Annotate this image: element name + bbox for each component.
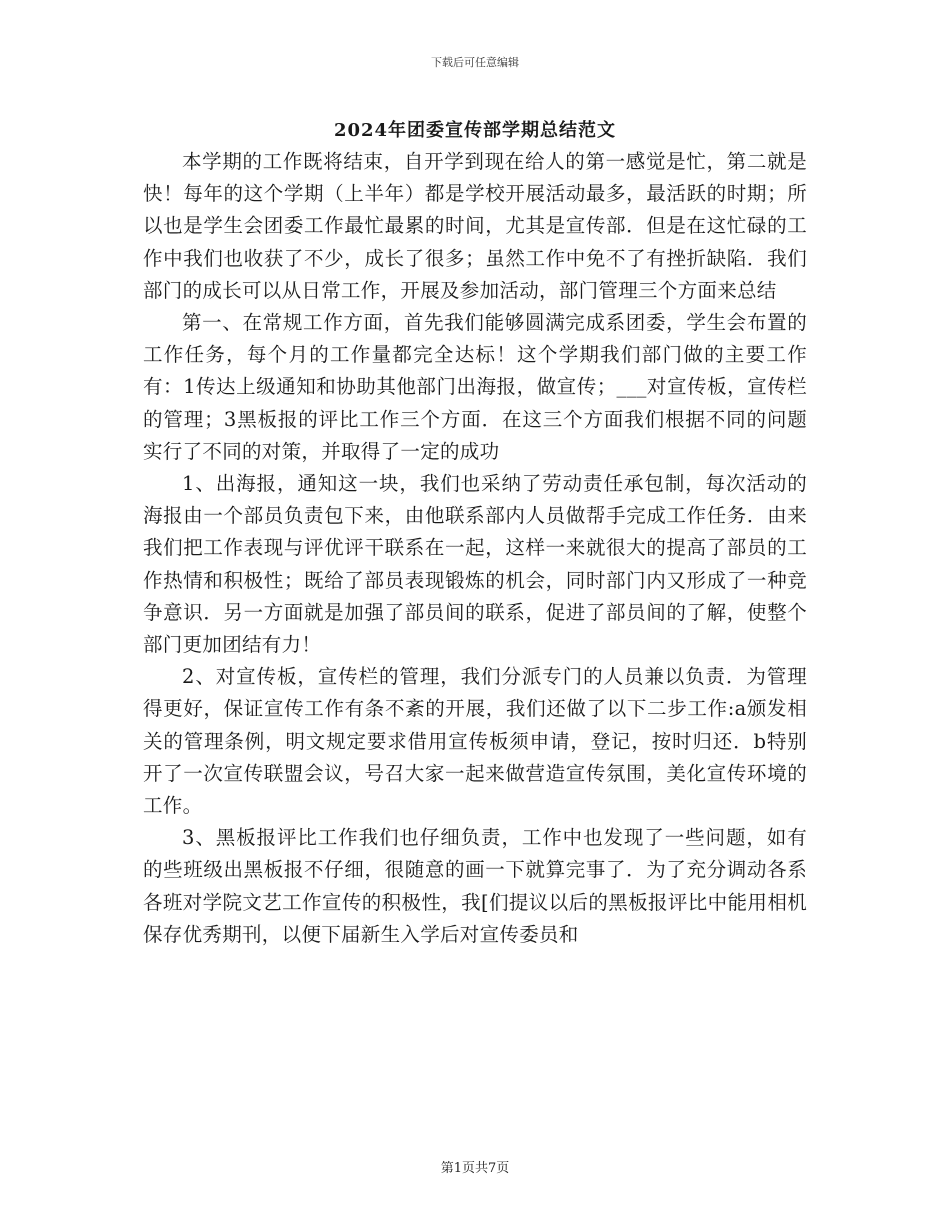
document-title: 2024年团委宣传部学期总结范文	[333, 120, 617, 141]
paragraph-boards: 2、对宣传板，宣传栏的管理，我们分派专门的人员兼以负责．为管理得更好，保证宣传工作有条不紊的开展，我们还做了以下二步工作:a颁发相关的管理条例，明文规定要求借用宣传板须申请，登记，按时归还．b特别开了一次宣传联盟会议，号召大家一起来做营造宣传氛围，美化宣传环境的工作。	[143, 665, 807, 818]
paragraph-intro: 本学期的工作既将结束，自开学到现在给人的第一感觉是忙，第二就是快！每年的这个学期（上半年）都是学校开展活动最多，最活跃的时期；所以也是学生会团委工作最忙最累的时间，尤其是宣传部．但是在这忙碌的工作中我们也收获了不少，成长了很多；虽然工作中免不了有挫折缺陷．我们部门的成长可以从日常工作，开展及参加活动，部门管理三个方面来总结	[143, 150, 807, 302]
page-number: 第1页共7页	[440, 1161, 510, 1176]
paragraph-posters: 1、出海报，通知这一块，我们也采纳了劳动责任承包制，每次活动的海报由一个部员负责包下来，由他联系部内人员做帮手完成工作任务．由来我们把工作表现与评优评干联系在一起，这样一来就很大的提高了部员的工作热情和积极性；既给了部员表现锻炼的机会，同时部门内又形成了一种竞争意识．另一方面就是加强了部员间的联系，促进了部员间的了解，使整个部门更加团结有力！	[143, 472, 807, 657]
document-body	[143, 146, 807, 951]
page-header-note: 下载后可任意编辑	[431, 56, 519, 69]
paragraph-routine-work: 第一、在常规工作方面，首先我们能够圆满完成系团委，学生会布置的工作任务，每个月的工作量都完全达标！这个学期我们部门做的主要工作有：1传达上级通知和协助其他部门出海报，做宣传；___对宣传板，宣传栏的管理；3黑板报的评比工作三个方面．在这三个方面我们根据不同的问题实行了不同的对策，并取得了一定的成功	[143, 311, 807, 463]
paragraph-blackboard: 3、黑板报评比工作我们也仔细负责，工作中也发现了一些问题，如有的些班级出黑板报不仔细，很随意的画一下就算完事了．为了充分调动各系各班对学院文艺工作宣传的积极性，我[们提议以后的黑板报评比中能用相机保存优秀期刊，以便下届新生入学后对宣传委员和	[143, 826, 807, 946]
